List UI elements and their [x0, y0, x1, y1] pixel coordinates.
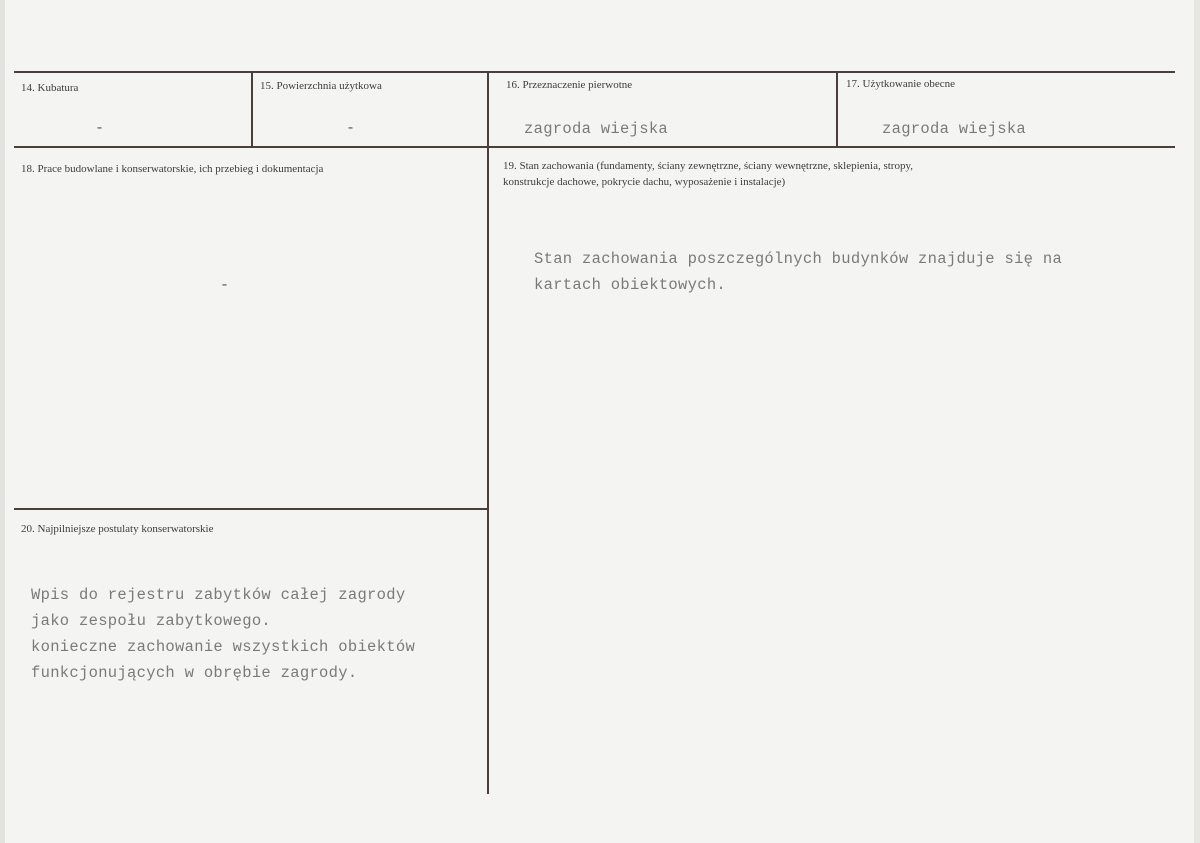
field-20-text-line-3: konieczne zachowanie wszystkich obiektów	[31, 638, 416, 656]
field-16-label: 16. Przeznaczenie pierwotne	[506, 79, 633, 91]
divider-main	[487, 71, 489, 794]
field-20-label: 20. Najpilniejsze postulaty konserwatorskie	[21, 523, 214, 535]
field-14-label: 14. Kubatura	[21, 82, 79, 94]
field-20-text-line-1: Wpis do rejestru zabytków całej zagrody	[31, 586, 406, 604]
field-15-value: -	[346, 120, 356, 137]
field-18-label: 18. Prace budowlane i konserwatorskie, ich przebieg i dokumentacja	[21, 163, 324, 175]
field-19-text-line-1: Stan zachowania poszczególnych budynków znajduje się na	[534, 250, 1063, 268]
top-rule	[14, 71, 1175, 73]
field-19-text-line-2: kartach obiektowych.	[534, 276, 727, 294]
left-edge	[0, 0, 5, 843]
field-14-value: -	[95, 120, 105, 137]
divider-16-17	[836, 71, 838, 148]
row1-bottom-rule	[14, 146, 1175, 148]
field-16-value: zagroda wiejska	[524, 120, 669, 138]
field-17-value: zagroda wiejska	[882, 120, 1027, 138]
field-19-label-line2: konstrukcje dachowe, pokrycie dachu, wyposażenie i instalacje)	[503, 176, 786, 188]
field-19-label-line1: 19. Stan zachowania (fundamenty, ściany zewnętrzne, ściany wewnętrzne, sklepienia, stropy,	[503, 160, 914, 172]
field-20-text-line-2: jako zespołu zabytkowego.	[31, 612, 272, 630]
field-15-label: 15. Powierzchnia użytkowa	[260, 80, 382, 92]
field-20-text-line-4: funkcjonujących w obrębie zagrody.	[31, 664, 358, 682]
right-edge	[1194, 0, 1200, 843]
field-17-label: 17. Użytkowanie obecne	[846, 78, 956, 90]
field-18-value: -	[220, 277, 230, 294]
divider-14-15	[251, 71, 253, 148]
section18-bottom-rule	[14, 508, 488, 510]
